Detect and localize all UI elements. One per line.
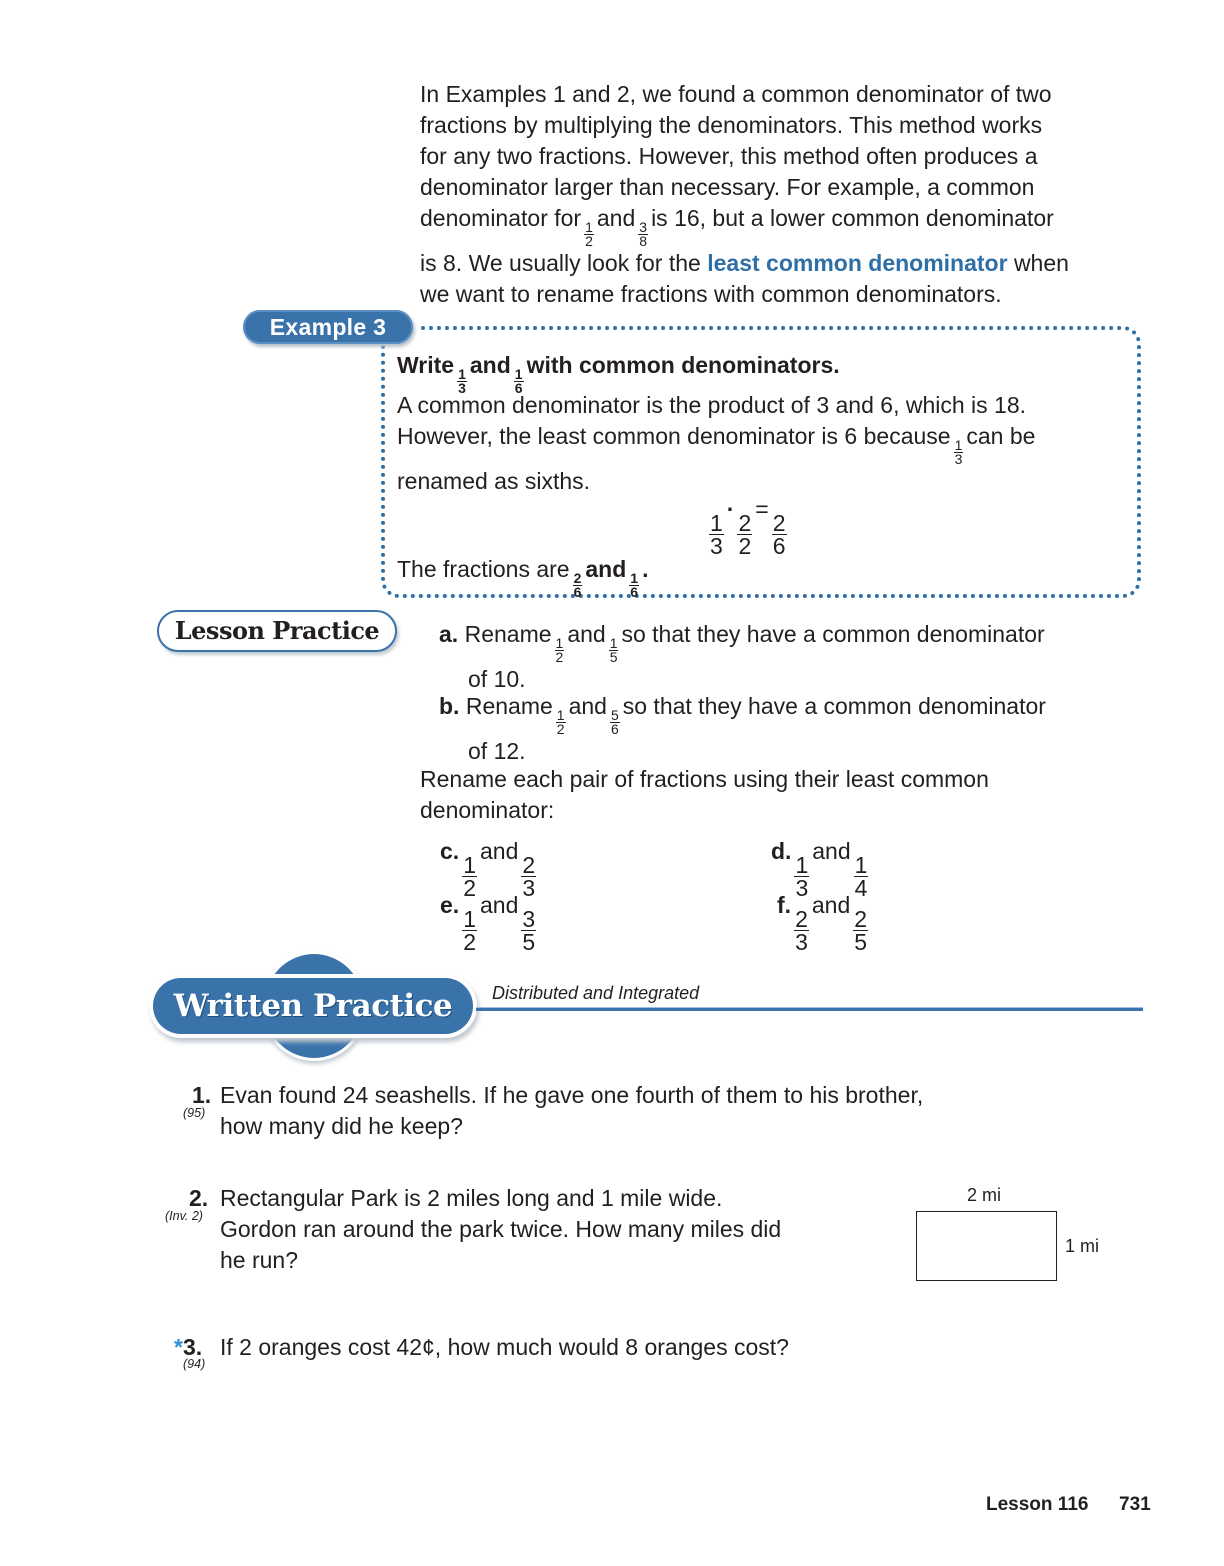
intro-line: fractions by multiplying the denominators. This method works xyxy=(420,112,1043,138)
intro-line: denominator for $\frac{1}{2}$ and $\frac{3}{8}$ is 16, but a lower common denominator xyxy=(420,205,1054,249)
lesson-practice-badge: Lesson Practice xyxy=(157,610,397,652)
fraction: $\frac{5}{6}$ xyxy=(610,707,619,737)
fraction: $\frac{1}{3}$ xyxy=(954,437,963,467)
intro-paragraph xyxy=(420,79,1140,310)
fraction: $\frac{2}{3}$ xyxy=(522,852,536,901)
fraction: $\frac{2}{3}$ xyxy=(795,906,808,955)
question-text: If 2 oranges cost 42¢, how much would 8 oranges cost? xyxy=(220,1334,789,1360)
fraction: $\frac{1}{2}$ xyxy=(555,635,564,665)
written-practice-badge: Written Practice xyxy=(153,978,473,1034)
practice-item-f: f. $\frac{2}{3}$ and $\frac{2}{5}$ xyxy=(777,892,868,955)
fraction: $\frac{1}{2}$ xyxy=(463,906,476,955)
intro-line: denominator larger than necessary. For example, a common xyxy=(420,174,1035,200)
example-answer: The fractions are $\frac{2}{6}$ and $\frac{1}{6}$ . xyxy=(397,556,649,600)
width-label: 1 mi xyxy=(1065,1236,1100,1256)
question-reference: (94) xyxy=(183,1357,206,1371)
written-practice-subtitle: Distributed and Integrated xyxy=(492,983,700,1003)
example-body: A common denominator is the product of 3 and 6, which is 18. However, the least common denominator is 6 because $\frac{1}{3}$ can be renamed as sixths. xyxy=(397,392,1036,494)
example-badge: Example 3 xyxy=(243,310,413,344)
star-icon: * xyxy=(174,1334,183,1360)
intro-line: we want to rename fractions with common denominators. xyxy=(420,281,1002,307)
fraction: $\frac{1}{2}$ xyxy=(585,219,593,249)
fraction: $\frac{1}{2}$ xyxy=(556,707,565,737)
footer-lesson: Lesson 116 xyxy=(986,1494,1089,1515)
fraction: $\frac{2}{6}$ xyxy=(772,510,786,559)
fraction: $\frac{1}{6}$ xyxy=(630,570,639,600)
question-text: Evan found 24 seashells. If he gave one fourth of them to his brother, how many did he keep? xyxy=(220,1082,924,1139)
section-rule xyxy=(476,1007,1143,1011)
practice-item-d: d. $\frac{1}{3}$ and $\frac{1}{4}$ xyxy=(771,838,868,901)
page-number: 731 xyxy=(1119,1494,1151,1515)
park-rectangle xyxy=(916,1211,1057,1281)
fraction: $\frac{2}{6}$ xyxy=(573,570,582,600)
fraction: $\frac{3}{8}$ xyxy=(639,219,648,249)
fraction: $\frac{1}{3}$ xyxy=(458,366,466,396)
fraction: $\frac{1}{3}$ xyxy=(795,852,809,901)
question-number: 1. xyxy=(192,1082,212,1108)
question-reference: (Inv. 2) xyxy=(165,1209,203,1223)
practice-instructions: Rename each pair of fractions using their least common denominator: xyxy=(420,766,989,823)
example-prompt: Write $\frac{1}{3}$ and $\frac{1}{6}$ with common denominators. xyxy=(397,352,840,396)
fraction: $\frac{1}{6}$ xyxy=(514,366,523,396)
practice-item-c: c. $\frac{1}{2}$ and $\frac{2}{3}$ xyxy=(440,838,536,901)
multiply-dot: · xyxy=(726,496,735,522)
fraction: $\frac{2}{5}$ xyxy=(854,906,868,955)
fraction: $\frac{1}{2}$ xyxy=(463,852,476,901)
question-text: Rectangular Park is 2 miles long and 1 mile wide. Gordon ran around the park twice. How many miles did he run? xyxy=(220,1185,782,1273)
fraction: $\frac{1}{5}$ xyxy=(609,635,618,665)
key-term: least common denominator xyxy=(707,250,1008,276)
length-label: 2 mi xyxy=(967,1185,1002,1205)
practice-item-b: b. Rename $\frac{1}{2}$ and $\frac{5}{6}$ so that they have a common denominator of 12. xyxy=(439,693,1046,764)
fraction: $\frac{2}{2}$ xyxy=(738,510,752,559)
practice-item-a: a. Rename $\frac{1}{2}$ and $\frac{1}{5}$ so that they have a common denominator of 10. xyxy=(439,621,1045,692)
fraction: $\frac{3}{5}$ xyxy=(522,906,536,955)
question-number: 2. xyxy=(189,1185,209,1211)
practice-item-e: e. $\frac{1}{2}$ and $\frac{3}{5}$ xyxy=(440,892,536,955)
fraction: $\frac{1}{3}$ xyxy=(710,510,723,559)
question-number: *3. xyxy=(174,1334,203,1360)
fraction: $\frac{1}{4}$ xyxy=(854,852,868,901)
question-reference: (95) xyxy=(183,1106,206,1120)
example-equation xyxy=(706,494,790,557)
equals-sign: = xyxy=(755,496,769,522)
intro-line: is 8. We usually look for the least common denominator when xyxy=(420,250,1069,276)
intro-line: In Examples 1 and 2, we found a common denominator of two xyxy=(420,81,1052,107)
intro-line: for any two fractions. However, this method often produces a xyxy=(420,143,1038,169)
